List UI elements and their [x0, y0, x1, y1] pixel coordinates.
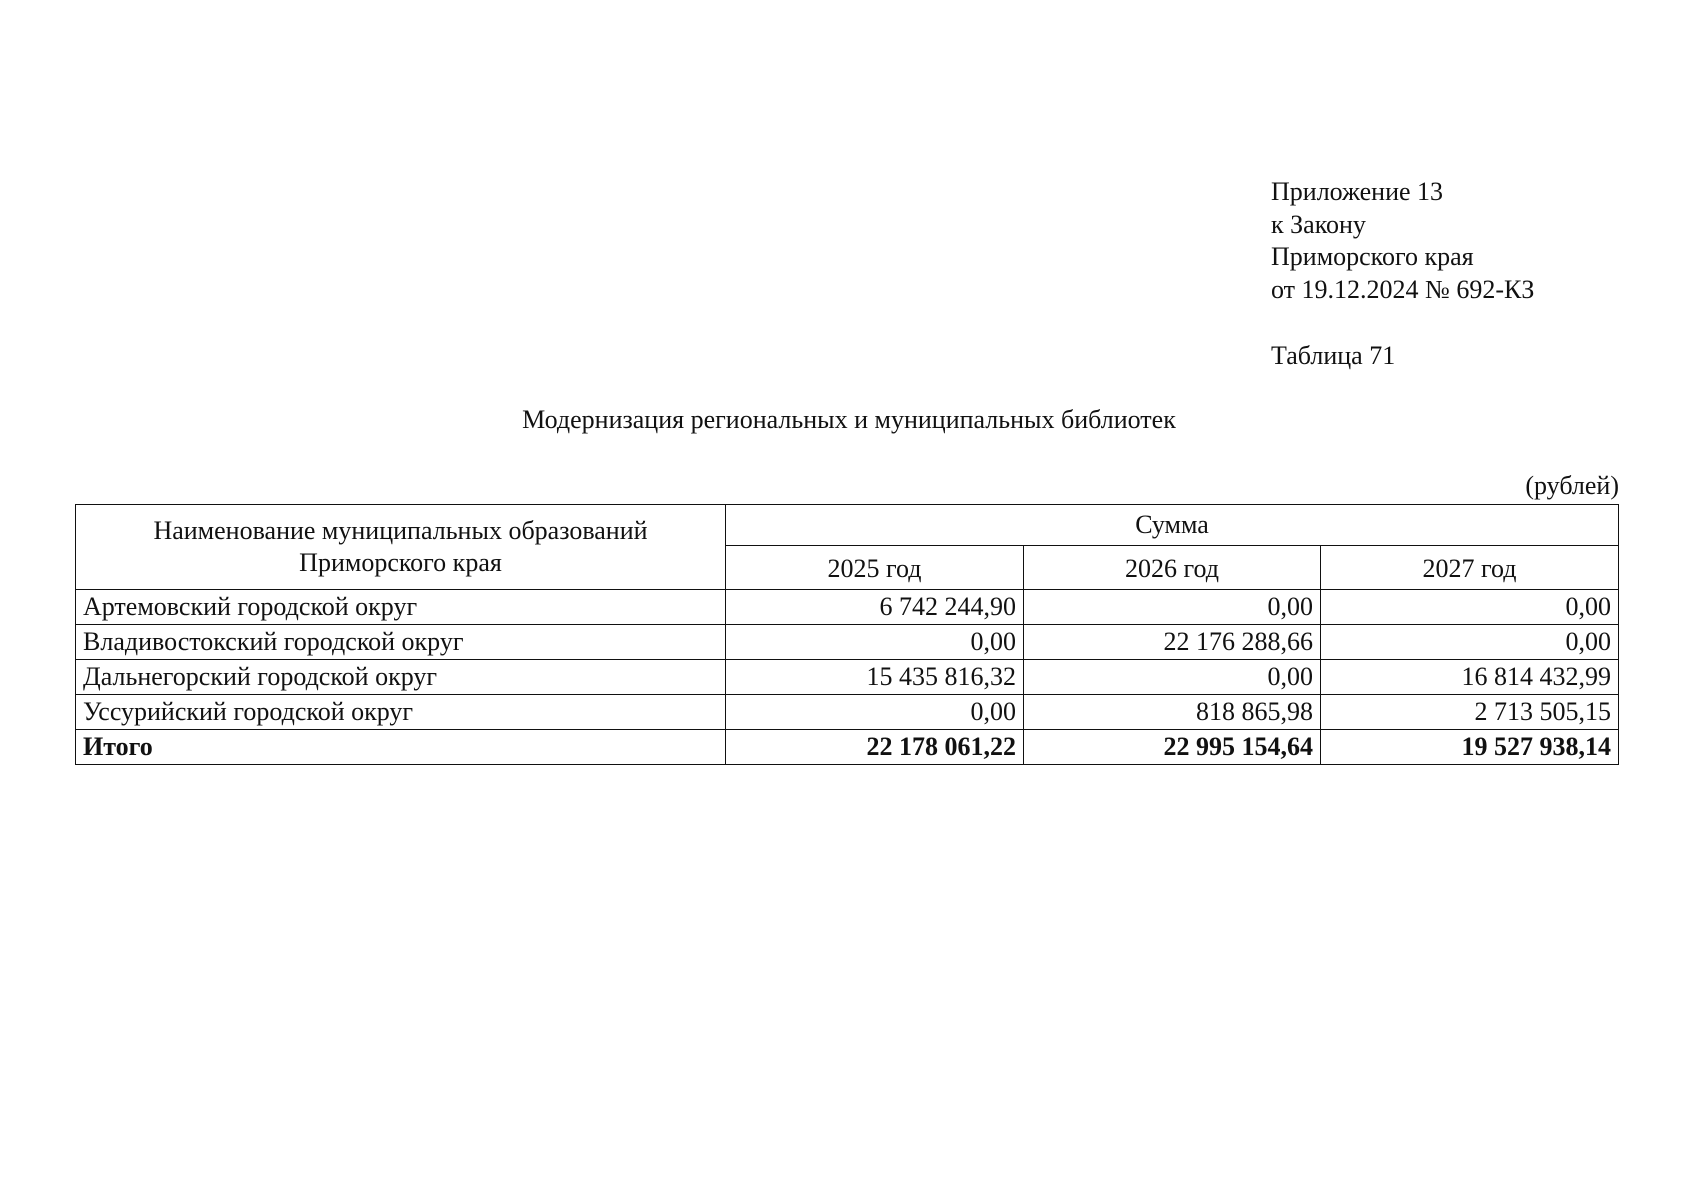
table-row — [76, 590, 1619, 625]
amount-cell: 0,00 — [1024, 660, 1321, 695]
amount-cell: 0,00 — [1024, 590, 1321, 625]
total-amount-cell: 22 995 154,64 — [1024, 730, 1321, 765]
column-header-year: 2026 год — [1024, 546, 1321, 590]
column-header-name: Наименование муниципальных образований Приморского края — [76, 505, 726, 590]
municipality-name: Владивостокский городской округ — [76, 625, 726, 660]
amount-cell: 6 742 244,90 — [726, 590, 1024, 625]
column-header-sum: Сумма — [726, 505, 1619, 546]
appendix-line: от 19.12.2024 № 692-КЗ — [1271, 274, 1535, 304]
amount-cell: 0,00 — [1321, 590, 1619, 625]
budget-table — [75, 504, 1619, 765]
amount-cell: 818 865,98 — [1024, 695, 1321, 730]
total-amount-cell: 19 527 938,14 — [1321, 730, 1619, 765]
amount-cell: 2 713 505,15 — [1321, 695, 1619, 730]
total-amount-cell: 22 178 061,22 — [726, 730, 1024, 765]
amount-cell: 0,00 — [726, 625, 1024, 660]
appendix-line: Приложение 13 — [1271, 177, 1444, 206]
amount-cell: 0,00 — [1321, 625, 1619, 660]
amount-cell: 22 176 288,66 — [1024, 625, 1321, 660]
amount-cell: 16 814 432,99 — [1321, 660, 1619, 695]
appendix-line: к Закону — [1271, 209, 1366, 239]
amount-cell: 15 435 816,32 — [726, 660, 1024, 695]
unit-label: (рублей) — [1525, 471, 1619, 500]
total-label: Итого — [76, 730, 726, 765]
table-row — [76, 660, 1619, 695]
column-header-year: 2027 год — [1321, 546, 1619, 590]
appendix-line: Приморского края — [1271, 242, 1474, 271]
appendix-reference — [1271, 176, 1534, 306]
table-number: Таблица 71 — [1271, 341, 1396, 370]
total-row — [76, 730, 1619, 765]
table-header-row — [76, 505, 1619, 546]
municipality-name: Артемовский городской округ — [76, 590, 726, 625]
municipality-name: Дальнегорский городской округ — [76, 660, 726, 695]
table-row — [76, 695, 1619, 730]
table-row — [76, 625, 1619, 660]
municipality-name: Уссурийский городской округ — [76, 695, 726, 730]
document-title: Модернизация региональных и муниципальных библиотек — [522, 405, 1176, 434]
column-header-year: 2025 год — [726, 546, 1024, 590]
amount-cell: 0,00 — [726, 695, 1024, 730]
